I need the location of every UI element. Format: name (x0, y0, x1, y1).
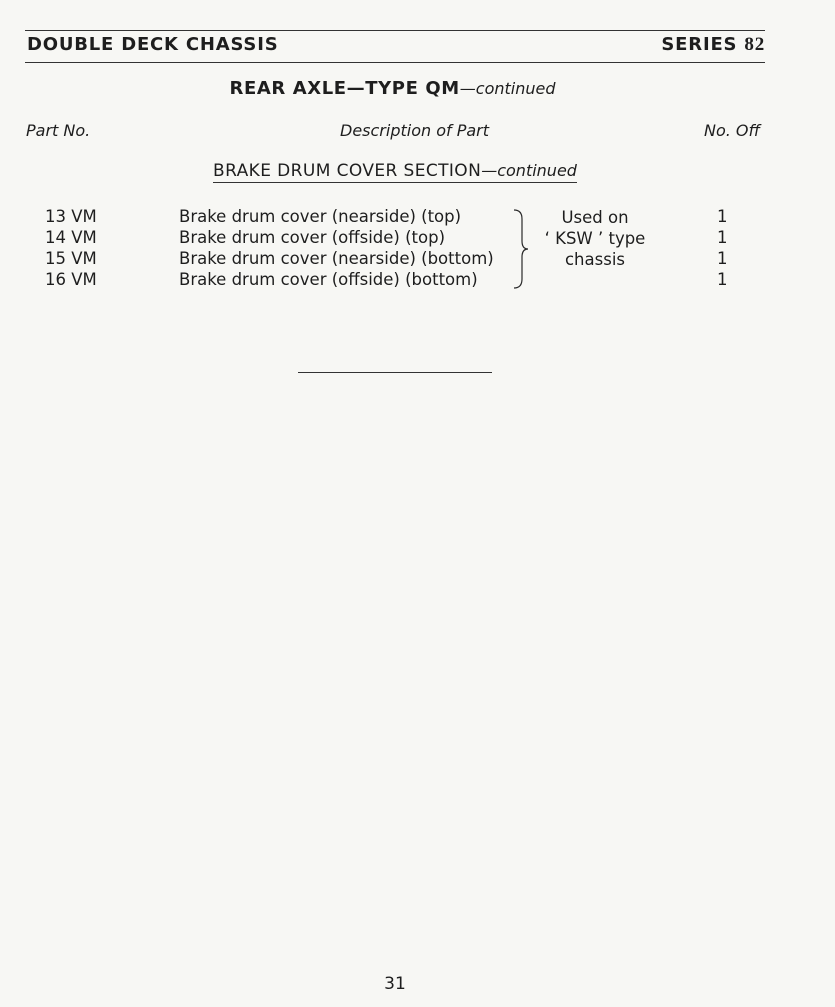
subsection-title: BRAKE DRUM COVER SECTION (213, 161, 482, 181)
column-header-description: Description of Part (340, 121, 490, 140)
header-rule-bottom (25, 62, 765, 63)
section-continued: —continued (459, 79, 556, 98)
column-header-part-no: Part No. (26, 121, 91, 140)
part-description: Brake drum cover (offside) (top) (179, 228, 446, 247)
part-number: 16 VM (45, 270, 97, 289)
section-title-text: REAR AXLE—TYPE QM (229, 78, 460, 99)
part-number: 14 VM (45, 228, 97, 247)
part-quantity: 1 (717, 249, 728, 268)
series-word: SERIES (661, 34, 738, 55)
part-description: Brake drum cover (offside) (bottom) (179, 270, 478, 289)
usage-note (530, 207, 660, 270)
subsection-heading (213, 161, 577, 183)
note-line-2: ‘ KSW ’ type (544, 229, 646, 248)
table-row (0, 207, 835, 228)
part-description: Brake drum cover (nearside) (bottom) (179, 249, 494, 268)
table-row (0, 228, 835, 249)
header-rule-top (25, 30, 765, 31)
section-end-rule (298, 372, 492, 373)
series-number: 82 (744, 34, 765, 55)
part-number: 15 VM (45, 249, 97, 268)
section-title (0, 78, 785, 99)
part-quantity: 1 (717, 270, 728, 289)
series-label (661, 34, 765, 56)
page-number: 31 (384, 974, 406, 994)
note-line-3: chassis (564, 250, 625, 269)
part-quantity: 1 (717, 207, 728, 226)
note-line-1: Used on (561, 208, 629, 227)
subsection-heading-wrap (0, 161, 790, 183)
table-row (0, 270, 835, 291)
subsection-continued: —continued (481, 161, 577, 180)
column-header-no-off: No. Off (704, 121, 761, 140)
part-number: 13 VM (45, 207, 97, 226)
document-title: DOUBLE DECK CHASSIS (27, 34, 279, 55)
part-quantity: 1 (717, 228, 728, 247)
part-description: Brake drum cover (nearside) (top) (179, 207, 462, 226)
table-row (0, 249, 835, 270)
